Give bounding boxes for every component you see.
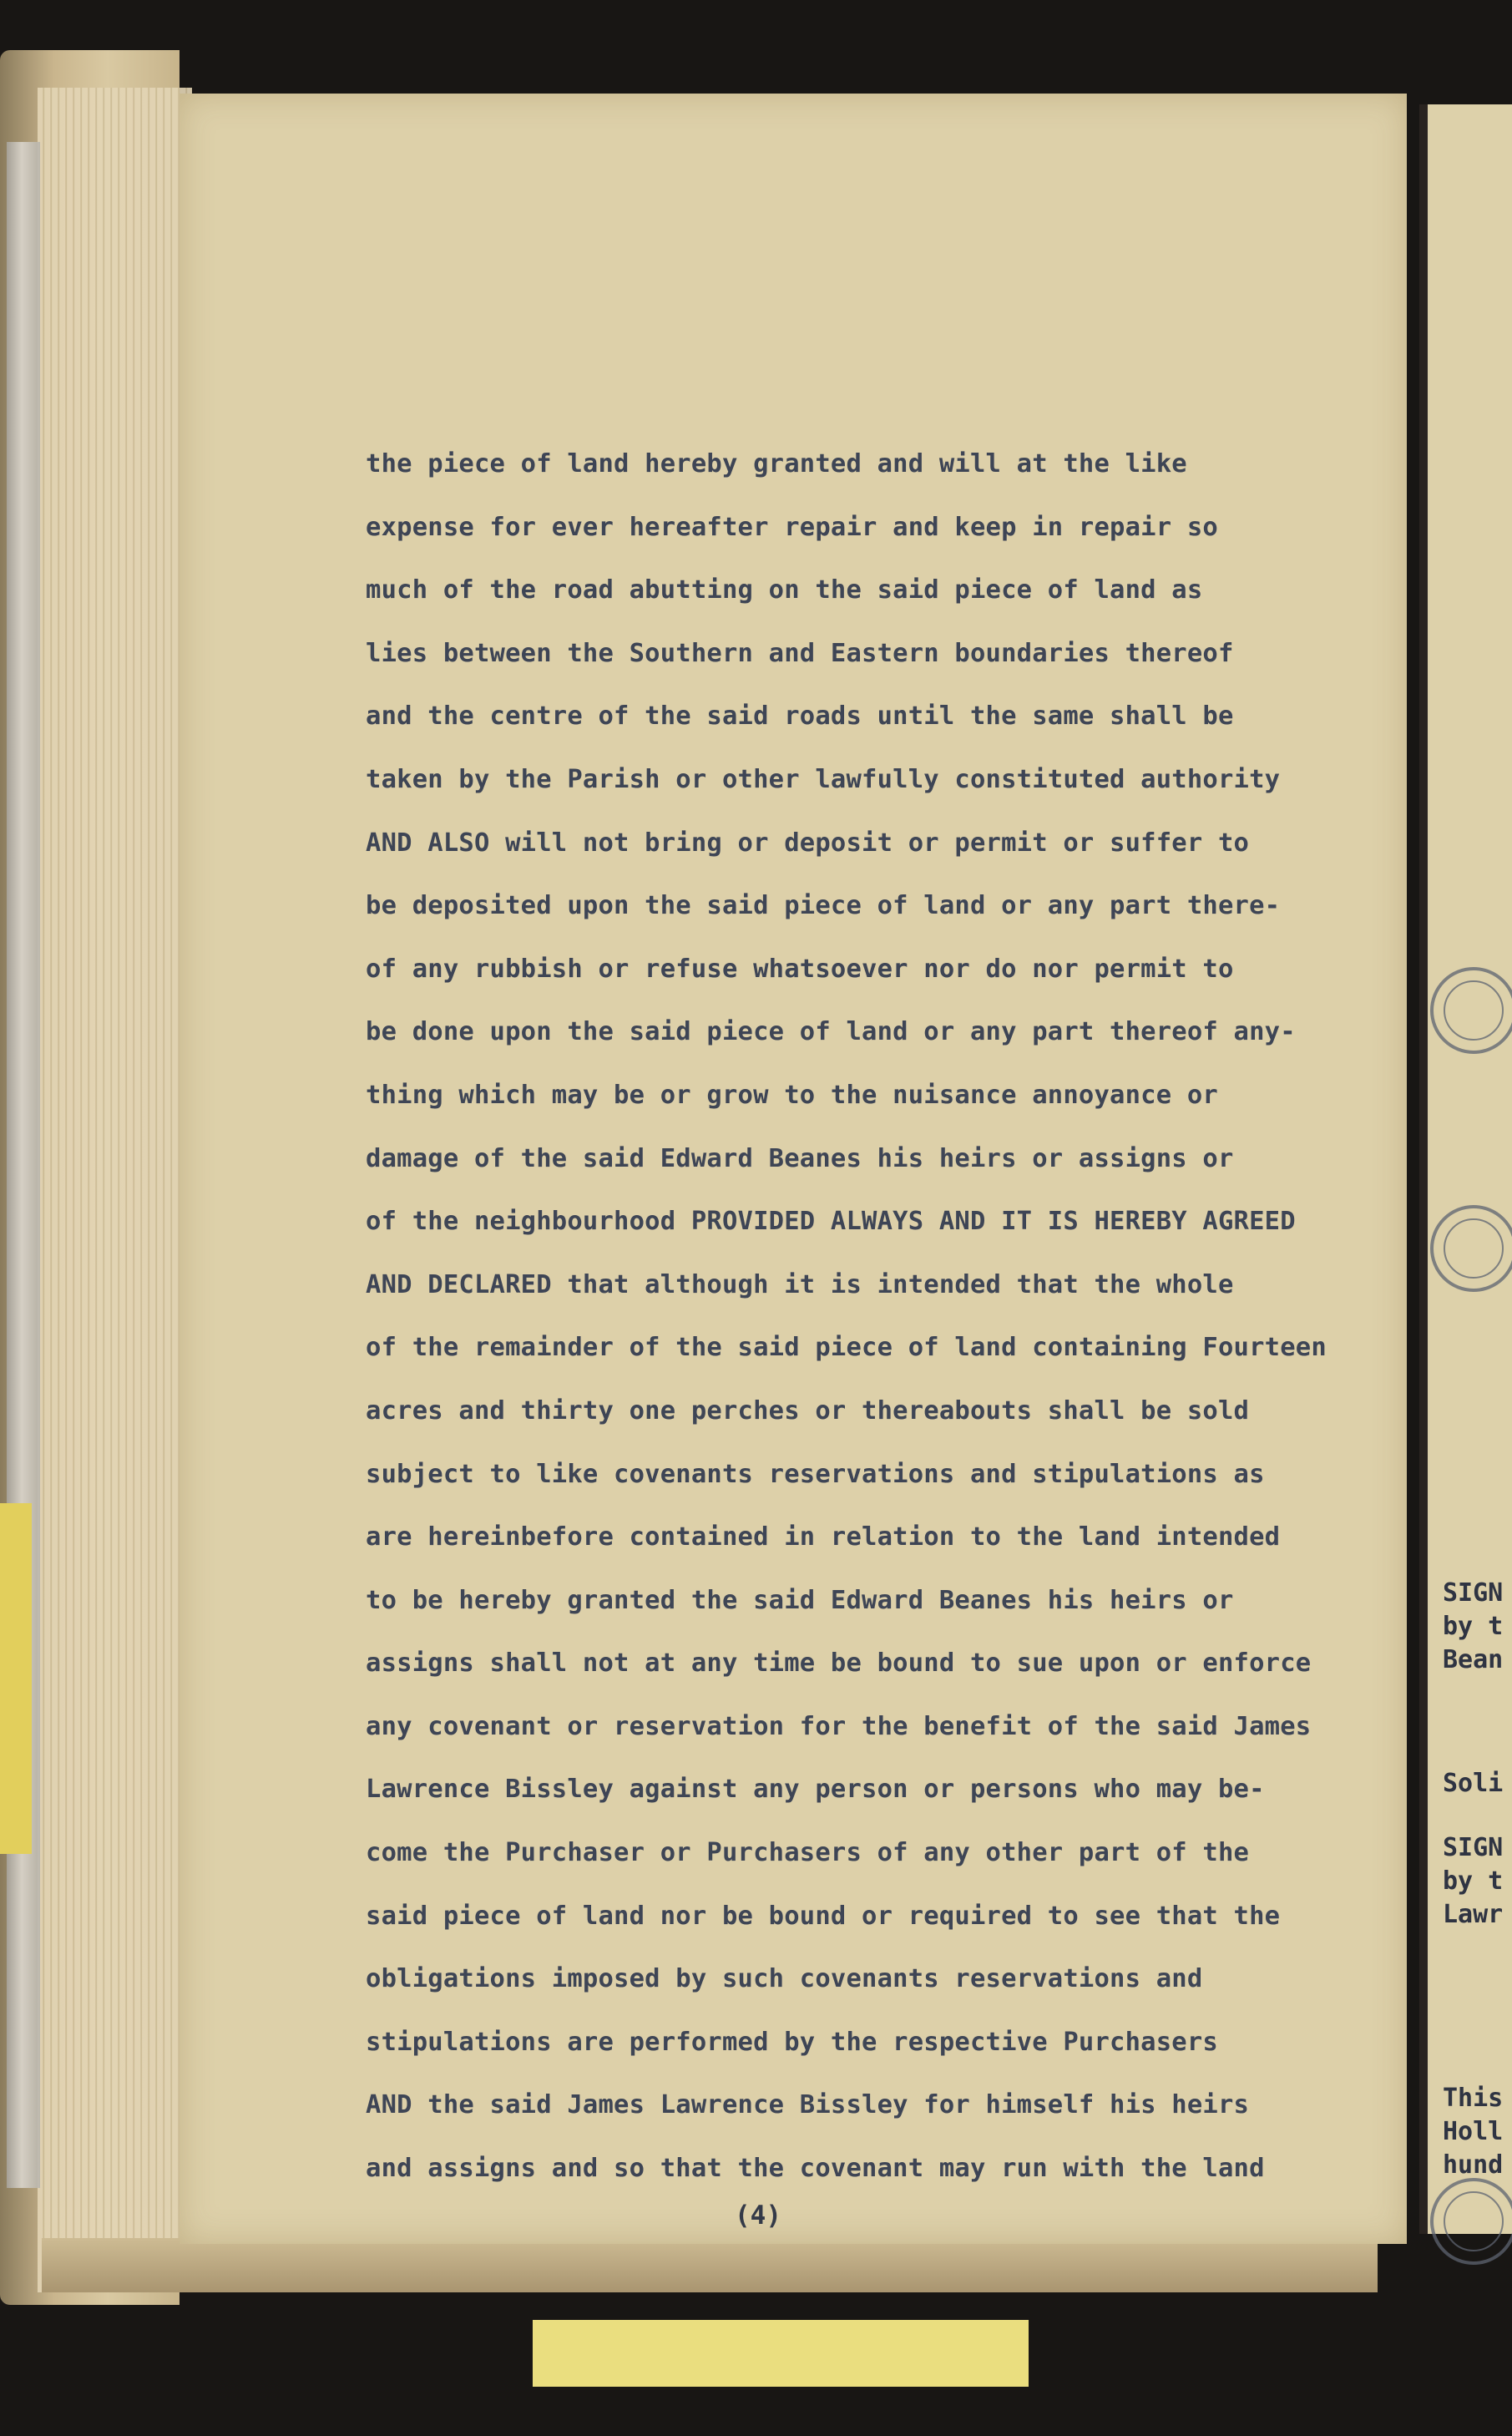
text-line: AND DECLARED that although it is intended that the whole	[366, 1269, 1234, 1299]
text-line: subject to like covenants reservations and stipulations as	[366, 1459, 1265, 1489]
text-line: Lawrence Bissley against any person or persons who may be-	[366, 1775, 1265, 1805]
text-line: any covenant or reservation for the benefit of the said James	[366, 1711, 1312, 1741]
text-line: much of the road abutting on the said piece of land as	[366, 575, 1203, 605]
registry-stamp-icon	[1430, 967, 1512, 1054]
text-line: thing which may be or grow to the nuisance annoyance or	[366, 1080, 1218, 1110]
facing-text-fragment: SIGN	[1443, 1833, 1504, 1862]
text-line: AND the said James Lawrence Bissley for himself his heirs	[366, 2090, 1250, 2120]
yellow-tab	[0, 1503, 32, 1854]
paper-slip	[533, 2320, 1029, 2387]
registry-stamp-icon	[1430, 2178, 1512, 2265]
text-line: of the neighbourhood PROVIDED ALWAYS AND IT IS HEREBY AGREED	[366, 1207, 1296, 1237]
text-line: lies between the Southern and Eastern boundaries thereof	[366, 638, 1234, 668]
document-body	[366, 433, 1401, 2201]
text-line: of any rubbish or refuse whatsoever nor do nor permit to	[366, 954, 1234, 984]
text-line: be deposited upon the said piece of land or any part there-	[366, 891, 1281, 921]
text-line: are hereinbefore contained in relation to the land intended	[366, 1522, 1281, 1552]
facing-text-fragment: Lawr	[1443, 1900, 1504, 1929]
text-line: be done upon the said piece of land or any part thereof any-	[366, 1017, 1296, 1047]
text-line: obligations imposed by such covenants reservations and	[366, 1964, 1203, 1994]
text-line: expense for ever hereafter repair and keep in repair so	[366, 512, 1218, 542]
page-stack-edge	[38, 88, 192, 2292]
facing-text-fragment: This	[1443, 2084, 1504, 2113]
facing-text-fragment: Holl	[1443, 2117, 1504, 2146]
text-line: said piece of land nor be bound or required to see that the	[366, 1901, 1281, 1931]
page-number: (4)	[735, 2201, 781, 2231]
text-line: and the centre of the said roads until the same shall be	[366, 701, 1234, 732]
text-line: come the Purchaser or Purchasers of any other part of the	[366, 1838, 1250, 1868]
facing-text-fragment: by t	[1443, 1612, 1504, 1641]
facing-text-fragment: by t	[1443, 1866, 1504, 1896]
tissue-sheet	[7, 142, 40, 2188]
page-bottom-edge	[42, 2238, 1378, 2292]
text-line: to be hereby granted the said Edward Beanes his heirs or	[366, 1585, 1234, 1615]
registry-stamp-icon	[1430, 1205, 1512, 1292]
facing-text-fragment: Soli	[1443, 1769, 1504, 1798]
facing-text-fragment: SIGN	[1443, 1578, 1504, 1608]
text-line: acres and thirty one perches or thereabouts shall be sold	[366, 1395, 1250, 1426]
text-line: assigns shall not at any time be bound to sue upon or enforce	[366, 1648, 1312, 1679]
text-line: AND ALSO will not bring or deposit or permit or suffer to	[366, 828, 1250, 858]
facing-text-fragment: hund	[1443, 2150, 1504, 2180]
text-line: damage of the said Edward Beanes his heirs or assigns or	[366, 1143, 1234, 1173]
text-line: stipulations are performed by the respective Purchasers	[366, 2027, 1218, 2057]
text-line: the piece of land hereby granted and will at the like	[366, 449, 1187, 479]
text-line: and assigns and so that the covenant may run with the land	[366, 2154, 1265, 2184]
text-line: taken by the Parish or other lawfully constituted authority	[366, 764, 1281, 794]
facing-text-fragment: Bean	[1443, 1645, 1504, 1674]
text-line: of the remainder of the said piece of land containing Fourteen	[366, 1333, 1327, 1363]
